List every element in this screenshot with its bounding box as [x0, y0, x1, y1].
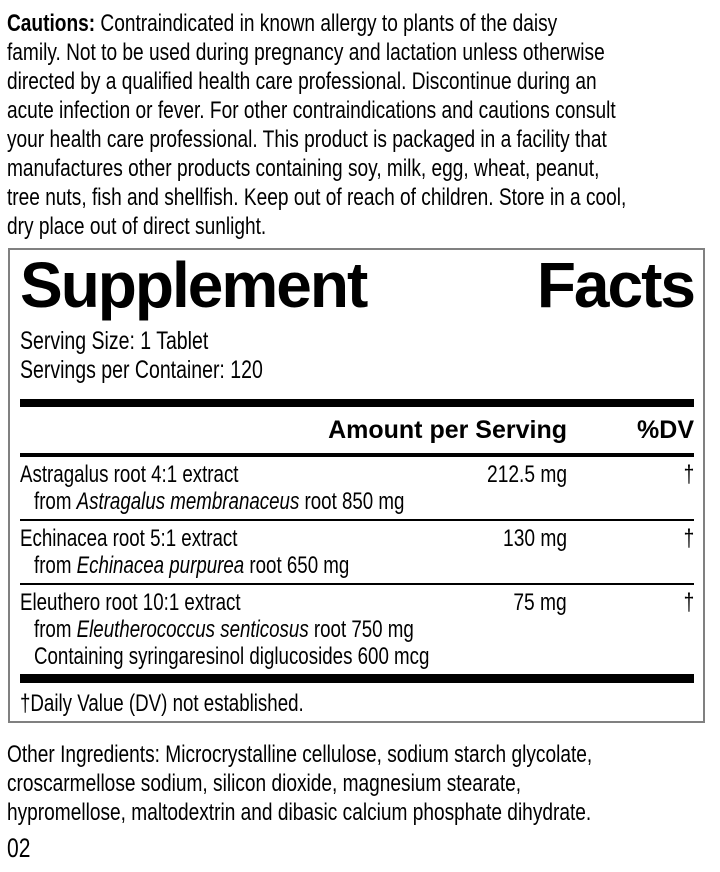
other-ingredients-paragraph [7, 740, 720, 827]
species-name: Eleutherococcus senticosus [76, 616, 309, 643]
cautions-line: manufactures other products containing soy, milk, egg, wheat, peanut, [7, 155, 600, 182]
supplement-facts-panel [8, 248, 705, 723]
ingredient-constituent-line: Containing syringaresinol diglucosides 600 mcg [34, 643, 430, 670]
dv-footnote: †Daily Value (DV) not established. [20, 690, 304, 717]
other-ingredients-line: croscarmellose sodium, silicon dioxide, magnesium stearate, [7, 770, 522, 797]
cautions-paragraph [7, 9, 720, 241]
divider-thick-top [20, 399, 694, 407]
title-word-supplement: Supplement [20, 249, 367, 321]
supplement-facts-title [20, 251, 694, 319]
cautions-line: family. Not to be used during pregnancy and lactation unless otherwise [7, 39, 605, 66]
serving-size: Serving Size: 1 Tablet [20, 327, 209, 355]
ingredient-source-line: from Eleutherococcus senticosus root 750 mg [34, 616, 414, 643]
ingredient-main-line [20, 525, 694, 552]
ingredient-dv: † [683, 525, 694, 552]
ingredient-name: Echinacea root 5:1 extract [20, 525, 238, 552]
column-header-amount: Amount per Serving [328, 416, 567, 444]
table-row [20, 583, 694, 674]
ingredient-amount: 212.5 mg [486, 461, 567, 488]
ingredient-dv: † [683, 461, 694, 488]
species-name: Echinacea purpurea [76, 552, 245, 579]
cautions-line [7, 9, 626, 38]
cautions-line: dry place out of direct sunlight. [7, 213, 267, 240]
species-name: Astragalus membranaceus [76, 488, 300, 515]
ingredient-main-line [20, 461, 694, 488]
page-number: 02 [7, 833, 31, 863]
column-header-dv: %DV [637, 416, 694, 444]
cautions-line: directed by a qualified health care professional. Discontinue during an [7, 68, 597, 95]
ingredient-main-line [20, 589, 694, 616]
ingredient-amount: 75 mg [513, 589, 567, 616]
cautions-line: acute infection or fever. For other contraindications and cautions consult [7, 97, 616, 124]
table-row [20, 519, 694, 583]
title-word-facts: Facts [536, 249, 694, 321]
ingredient-name: Astragalus root 4:1 extract [20, 461, 239, 488]
servings-per-container: Servings per Container: 120 [20, 356, 263, 384]
table-row [20, 457, 694, 519]
ingredient-amount: 130 mg [502, 525, 567, 552]
cautions-text: Contraindicated in known allergy to plants of the daisy [95, 10, 558, 37]
ingredient-source-line: from Echinacea purpurea root 650 mg [34, 552, 350, 579]
other-ingredients-line: hypromellose, maltodextrin and dibasic calcium phosphate dihydrate. [7, 799, 592, 826]
ingredient-source-line: from Astragalus membranaceus root 850 mg [34, 488, 405, 515]
other-ingredients-line: Other Ingredients: Microcrystalline cellulose, sodium starch glycolate, [7, 741, 593, 768]
cautions-label: Cautions: [7, 10, 96, 37]
divider-thick-bottom [20, 674, 694, 683]
cautions-line: tree nuts, fish and shellfish. Keep out of reach of children. Store in a cool, [7, 184, 627, 211]
table-header-row [20, 407, 694, 453]
ingredient-name: Eleuthero root 10:1 extract [20, 589, 241, 616]
ingredient-dv: † [683, 589, 694, 616]
cautions-line: your health care professional. This product is packaged in a facility that [7, 126, 607, 153]
